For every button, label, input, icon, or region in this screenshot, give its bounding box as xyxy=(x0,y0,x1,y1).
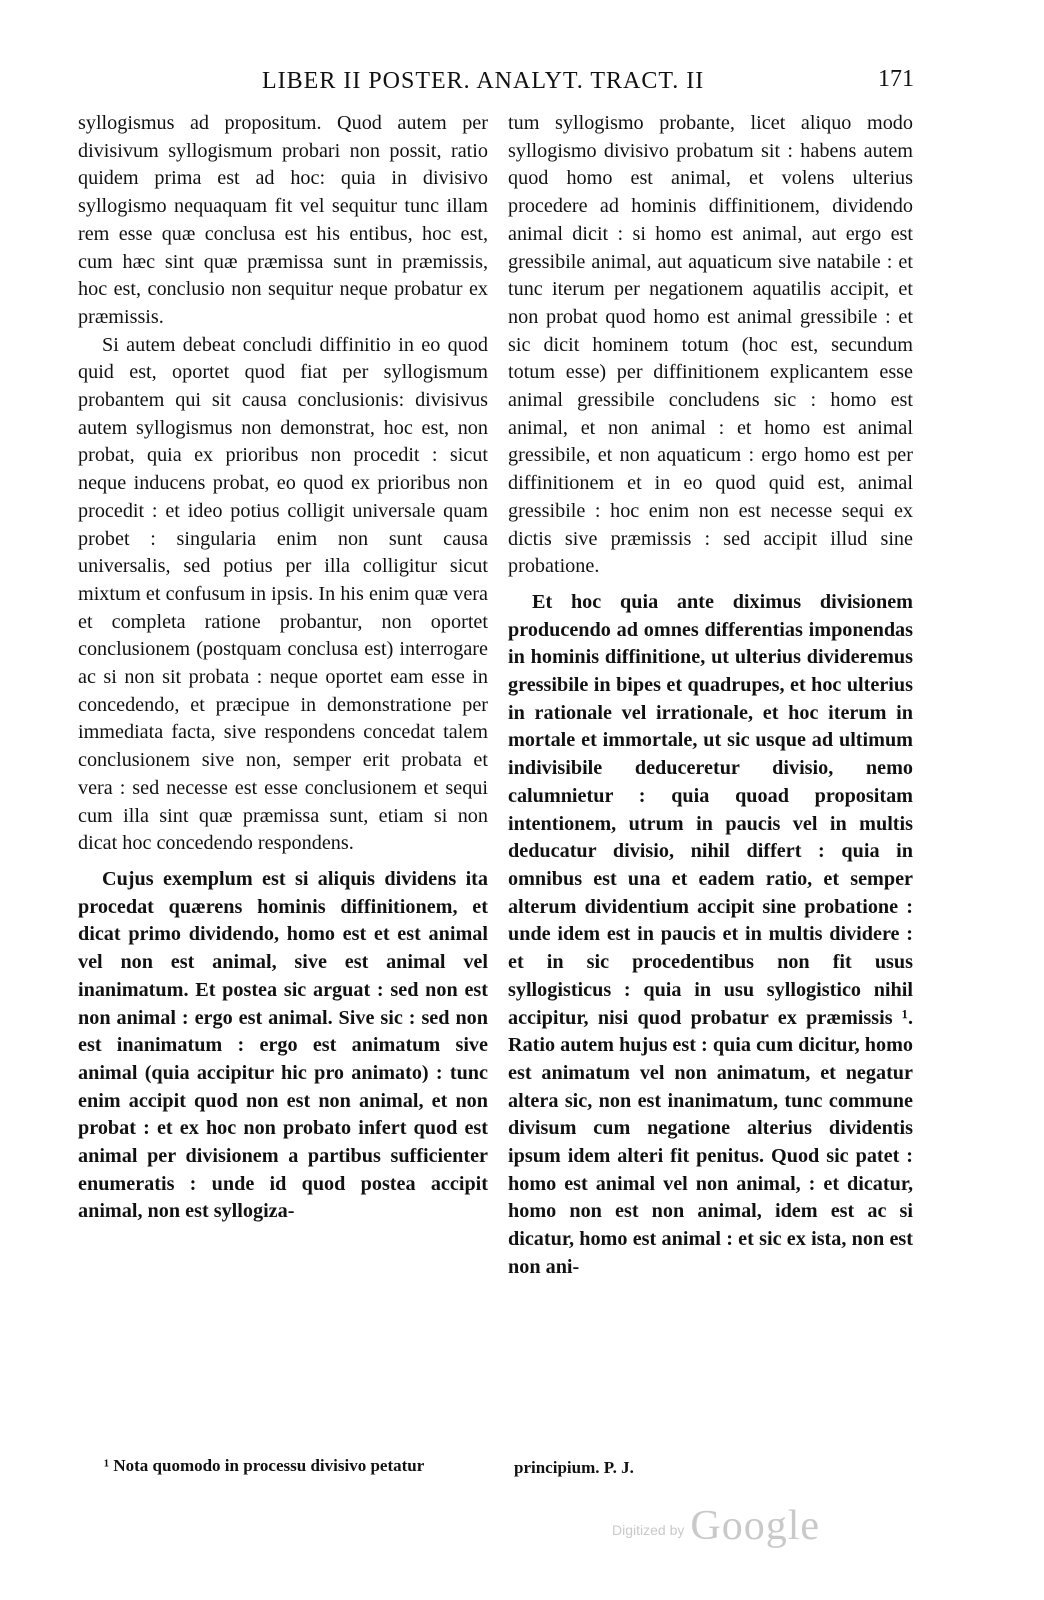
google-logo: Google xyxy=(690,1503,821,1549)
digitized-watermark xyxy=(612,1498,820,1548)
left-column xyxy=(78,110,488,1226)
footnote-left: ¹ Nota quomodo in processu divisivo petatur xyxy=(104,1456,425,1475)
page-number: 171 xyxy=(878,66,914,92)
left-paragraph-3: Cujus exemplum est si aliquis dividens ita procedat quærens hominis diffinitionem, et dicat primo dividendo, homo est et est animal vel non est animal, sive est animal vel inanimatum. Et postea sic arguat : sed non est non animal : ergo est animal. Sive sic : sed non est inanimatum : ergo est animatum sive animal (quia accipitur hic pro animato) : tunc enim accipit quod non est non animal, et non probat : et ex hoc non probato infert quod est animal per divisionem a partibus sufficienter enumeratis : unde id quod postea accipit animal, non est syllogiza- xyxy=(78,867,488,1223)
left-paragraph-2: Si autem debeat concludi diffinitio in eo quod quid est, oportet quod fiat per syllogismum probantem qui sit causa conclusionis: divisivus autem syllogismus non demonstrat, hoc est, non probat, quia ex prioribus non procedit : sicut neque inducens probat, eo quod ex prioribus non procedit : et ideo potius colligit universale quam probet : singularia enim non sunt causa universalis, sed potius per illa colligitur sicut mixtum et confusum in ipsis. In his enim quæ vera et completa ratione probantur, non oportet conclusionem (postquam conclusa est) interrogare ac si non sit probata : neque oportet eam esse in concedendo, et præcipue in demonstratione per immediata facta, sive respondens concedat talem conclusionem sive non, semper erit probata et vera : sed necesse est esse conclusionem et sequi cum illa sint quæ præmissa sunt, etiam si non dicat hoc concedendo respondens. xyxy=(78,333,488,855)
watermark-caption: Digitized by xyxy=(612,1522,685,1538)
left-paragraph-1: syllogismus ad propositum. Quod autem per divisivum syllogismum probari non possit, ratio quidem prima est ad hoc: quia in divisivo syllogismo nequaquam fit vel sequitur tunc illam rem esse quæ conclusa est his entibus, hoc est, cum hæc sint quæ præmissa sunt in præmissis, hoc est, conclusio non sequitur neque probatur ex præmissis. xyxy=(78,112,488,328)
right-paragraph-2: Et hoc quia ante diximus divisionem producendo ad omnes differentias imponendas in hominis diffinitione, ut ulterius divideremus gressibile in bipes et quadrupes, et hoc ulterius in rationale vel irrationale, et hoc iterum in mortale et immortale, ut sic usque ad ultimum indivisibile deduceretur divisio, nemo calumnietur : quia quoad propositam intentionem, utrum in paucis vel in multis deducatur divisio, nihil differt : quia in omnibus est una et eadem ratio, et semper alterum dividentium accipit sine probatione : unde idem est in paucis et in multis dividere : et in sic procedentibus non fit usus syllogisticus : quia in usu syllogistico nihil accipitur, nisi quod probatur ex præmissis ¹. Ratio autem hujus est : quia cum dicitur, homo est animatum vel non animatum, et negatur altera sic, non est inanimatum, tunc commune divisum cum negatione alterius dividentis ipsum idem alteri fit penitus. Quod sic patet : homo est animal vel non animal, : et dicatur, homo non est non animal, idem est ac si dicatur, homo est animal : et sic ex ista, non est non ani- xyxy=(508,590,913,1278)
right-paragraph-1: tum syllogismo probante, licet aliquo modo syllogismo divisivo probatum sit : habens autem quod homo est animal, et volens ulterius procedere ad hominis diffinitionem, dividendo animal dicit : si homo est animal, aut ergo est gressibile animal, aut aquaticum sive natabile : et tunc iterum per negationem aquatilis accipit, et non probat quod homo est animal gressibile : et sic dicit hominem totum (hoc est, secundum totum esse) per diffinitionem explicantem esse animal gressibile concludens sic : homo est animal, et non animal : et homo est animal gressibile, et non aquaticum : ergo homo est per diffinitionem et in eo quod quid est, animal gressibile : hoc enim non est necesse sequi ex dictis sive præmissis : sed accipit illud sine probatione. xyxy=(508,112,913,578)
footnote-right: principium. P. J. xyxy=(514,1458,634,1477)
running-title: LIBER II POSTER. ANALYT. TRACT. II xyxy=(262,68,705,94)
right-column xyxy=(508,110,913,1282)
